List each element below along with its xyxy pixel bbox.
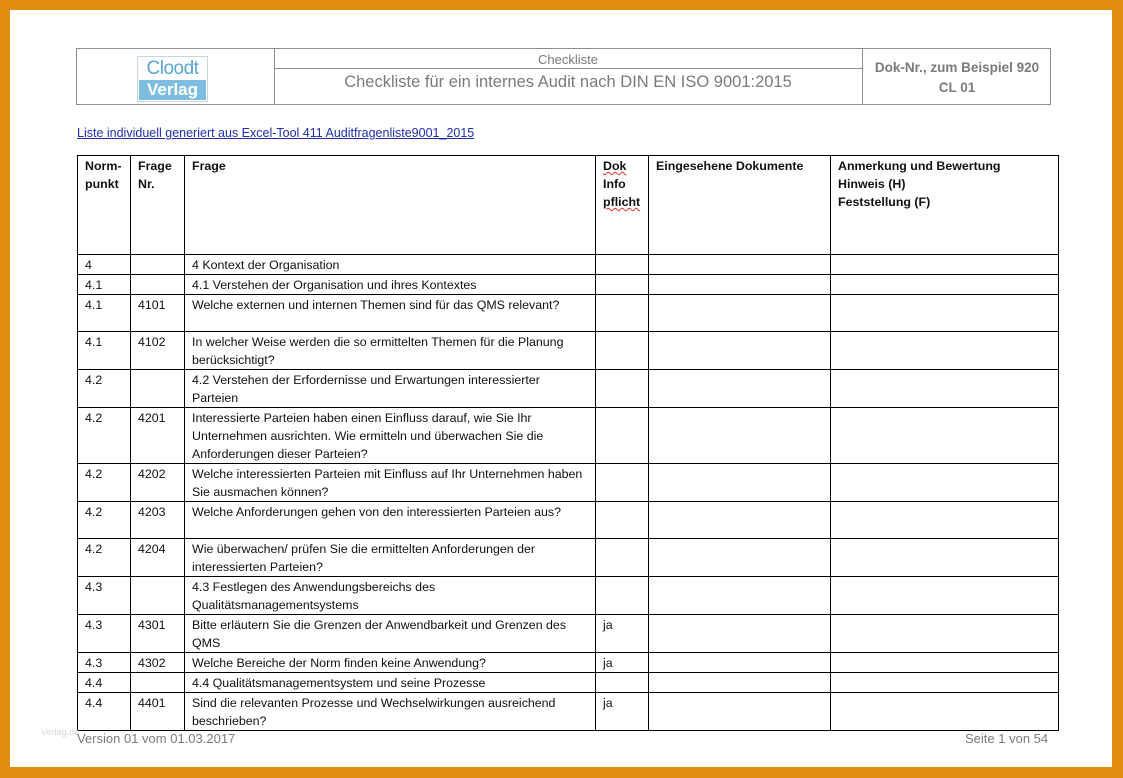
cell-frage: Welche interessierten Parteien mit Einfluss auf Ihr Unternehmen haben Sie ausmachen können? [185, 464, 596, 502]
cell-frage-nr [131, 673, 185, 693]
cell-frage: Welche Anforderungen gehen von den interessierten Parteien aus? [185, 502, 596, 539]
cell-frage: Welche externen und internen Themen sind für das QMS relevant? [185, 295, 596, 332]
table-row [78, 408, 1059, 464]
title-cell [274, 49, 863, 104]
cell-anmerkung[interactable] [831, 539, 1059, 577]
cell-eingesehene-dokumente[interactable] [649, 464, 831, 502]
publisher-logo [137, 56, 208, 102]
version-info: Version 01 vom 01.03.2017 [77, 731, 236, 746]
header-eingesehene-dokumente: Eingesehene Dokumente [649, 156, 831, 255]
cell-anmerkung[interactable] [831, 370, 1059, 408]
cell-normpunkt: 4.4 [78, 673, 131, 693]
checklist-code: CL 01 [938, 80, 976, 95]
cell-anmerkung[interactable] [831, 502, 1059, 539]
cell-anmerkung[interactable] [831, 577, 1059, 615]
document-page [10, 10, 1112, 767]
cell-anmerkung[interactable] [831, 255, 1059, 275]
cell-anmerkung[interactable] [831, 275, 1059, 295]
cell-frage-nr: 4201 [131, 408, 185, 464]
cell-eingesehene-dokumente[interactable] [649, 539, 831, 577]
cell-eingesehene-dokumente[interactable] [649, 577, 831, 615]
cell-anmerkung[interactable] [831, 673, 1059, 693]
cell-normpunkt: 4.3 [78, 615, 131, 653]
cell-dok-info-pflicht [596, 370, 649, 408]
table-row [78, 370, 1059, 408]
cell-dok-info-pflicht [596, 255, 649, 275]
cell-anmerkung[interactable] [831, 408, 1059, 464]
cell-eingesehene-dokumente[interactable] [649, 408, 831, 464]
document-header [76, 48, 1051, 105]
cell-frage: Sind die relevanten Prozesse und Wechselwirkungen ausreichend beschrieben? [185, 693, 596, 731]
header-anmerkung: Anmerkung und Bewertung Hinweis (H) Feststellung (F) [831, 156, 1059, 255]
cell-normpunkt: 4.1 [78, 332, 131, 370]
header-normpunkt: Norm- punkt [78, 156, 131, 255]
cell-frage: Bitte erläutern Sie die Grenzen der Anwendbarkeit und Grenzen des QMS [185, 615, 596, 653]
cell-frage: 4.4 Qualitätsmanagementsystem und seine Prozesse [185, 673, 596, 693]
cell-frage-nr: 4202 [131, 464, 185, 502]
cell-dok-info-pflicht: ja [596, 615, 649, 653]
cell-frage: 4 Kontext der Organisation [185, 255, 596, 275]
cell-normpunkt: 4 [78, 255, 131, 275]
cell-normpunkt: 4.4 [78, 693, 131, 731]
cell-frage: Interessierte Parteien haben einen Einfluss darauf, wie Sie Ihr Unternehmen ausrichten. Wie ermitteln und überwachen Sie die Anforderungen dieser Parteien? [185, 408, 596, 464]
doc-number: Dok-Nr., zum Beispiel 920 [874, 60, 1040, 75]
cell-anmerkung[interactable] [831, 295, 1059, 332]
cell-normpunkt: 4.2 [78, 539, 131, 577]
cell-anmerkung[interactable] [831, 615, 1059, 653]
cell-eingesehene-dokumente[interactable] [649, 255, 831, 275]
table-row [78, 693, 1059, 731]
cell-dok-info-pflicht [596, 464, 649, 502]
logo-text-bottom: Verlag [139, 80, 206, 100]
cell-frage-nr [131, 370, 185, 408]
source-link[interactable]: Liste individuell generiert aus Excel-Tool 411 Auditfragenliste9001_2015 [77, 126, 475, 140]
cell-frage: In welcher Weise werden die so ermittelten Themen für die Planung berücksichtigt? [185, 332, 596, 370]
page-number: Seite 1 von 54 [965, 731, 1049, 746]
header-dok-info-pflicht: Dok Info pflicht [596, 156, 649, 255]
cell-frage: Welche Bereiche der Norm finden keine Anwendung? [185, 653, 596, 673]
cell-eingesehene-dokumente[interactable] [649, 693, 831, 731]
cell-eingesehene-dokumente[interactable] [649, 673, 831, 693]
cell-eingesehene-dokumente[interactable] [649, 615, 831, 653]
cell-frage-nr: 4203 [131, 502, 185, 539]
cell-anmerkung[interactable] [831, 464, 1059, 502]
cell-frage-nr: 4401 [131, 693, 185, 731]
cell-frage-nr: 4302 [131, 653, 185, 673]
cell-anmerkung[interactable] [831, 653, 1059, 673]
table-row [78, 255, 1059, 275]
table-row [78, 275, 1059, 295]
table-row [78, 653, 1059, 673]
table-row [78, 295, 1059, 332]
cell-dok-info-pflicht [596, 332, 649, 370]
cell-dok-info-pflicht: ja [596, 693, 649, 731]
document-title: Checkliste für ein internes Audit nach DIN EN ISO 9001:2015 [344, 73, 792, 91]
cell-frage-nr: 4101 [131, 295, 185, 332]
cell-normpunkt: 4.2 [78, 370, 131, 408]
cell-dok-info-pflicht [596, 408, 649, 464]
cell-dok-info-pflicht [596, 577, 649, 615]
cell-dok-info-pflicht [596, 539, 649, 577]
cell-frage-nr: 4102 [131, 332, 185, 370]
cell-anmerkung[interactable] [831, 332, 1059, 370]
header-frage-nr: Frage Nr. [131, 156, 185, 255]
cell-normpunkt: 4.3 [78, 577, 131, 615]
table-row [78, 332, 1059, 370]
logo-text-top: Cloodt [146, 58, 199, 79]
cell-eingesehene-dokumente[interactable] [649, 370, 831, 408]
audit-table [77, 155, 1059, 731]
cell-frage: 4.1 Verstehen der Organisation und ihres Kontextes [185, 275, 596, 295]
cell-frage-nr [131, 275, 185, 295]
table-header-row [78, 156, 1059, 255]
cell-normpunkt: 4.2 [78, 408, 131, 464]
cell-anmerkung[interactable] [831, 693, 1059, 731]
cell-frage: 4.2 Verstehen der Erfordernisse und Erwartungen interessierter Parteien [185, 370, 596, 408]
table-row [78, 539, 1059, 577]
table-row [78, 673, 1059, 693]
cell-eingesehene-dokumente[interactable] [649, 332, 831, 370]
cell-normpunkt: 4.2 [78, 502, 131, 539]
cell-normpunkt: 4.3 [78, 653, 131, 673]
cell-eingesehene-dokumente[interactable] [649, 275, 831, 295]
cell-dok-info-pflicht [596, 295, 649, 332]
cell-frage-nr [131, 577, 185, 615]
cell-dok-info-pflicht [596, 275, 649, 295]
cell-frage-nr: 4204 [131, 539, 185, 577]
logo-cell [77, 49, 275, 104]
cell-eingesehene-dokumente[interactable] [649, 502, 831, 539]
cell-frage: Wie überwachen/ prüfen Sie die ermittelten Anforderungen der interessierten Parteien? [185, 539, 596, 577]
cell-normpunkt: 4.1 [78, 275, 131, 295]
cell-dok-info-pflicht: ja [596, 653, 649, 673]
cell-dok-info-pflicht [596, 673, 649, 693]
cell-eingesehene-dokumente[interactable] [649, 295, 831, 332]
cell-normpunkt: 4.1 [78, 295, 131, 332]
cell-frage-nr [131, 255, 185, 275]
table-row [78, 502, 1059, 539]
cell-frage: 4.3 Festlegen des Anwendungsbereichs des Qualitätsmanagementsystems [185, 577, 596, 615]
doc-type-label: Checkliste [274, 49, 862, 69]
cell-frage-nr: 4301 [131, 615, 185, 653]
table-row [78, 464, 1059, 502]
watermark: Verlag.de [41, 727, 80, 737]
table-row [78, 615, 1059, 653]
cell-eingesehene-dokumente[interactable] [649, 653, 831, 673]
header-frage: Frage [185, 156, 596, 255]
cell-normpunkt: 4.2 [78, 464, 131, 502]
doc-number-cell [863, 49, 1051, 104]
cell-dok-info-pflicht [596, 502, 649, 539]
table-row [78, 577, 1059, 615]
